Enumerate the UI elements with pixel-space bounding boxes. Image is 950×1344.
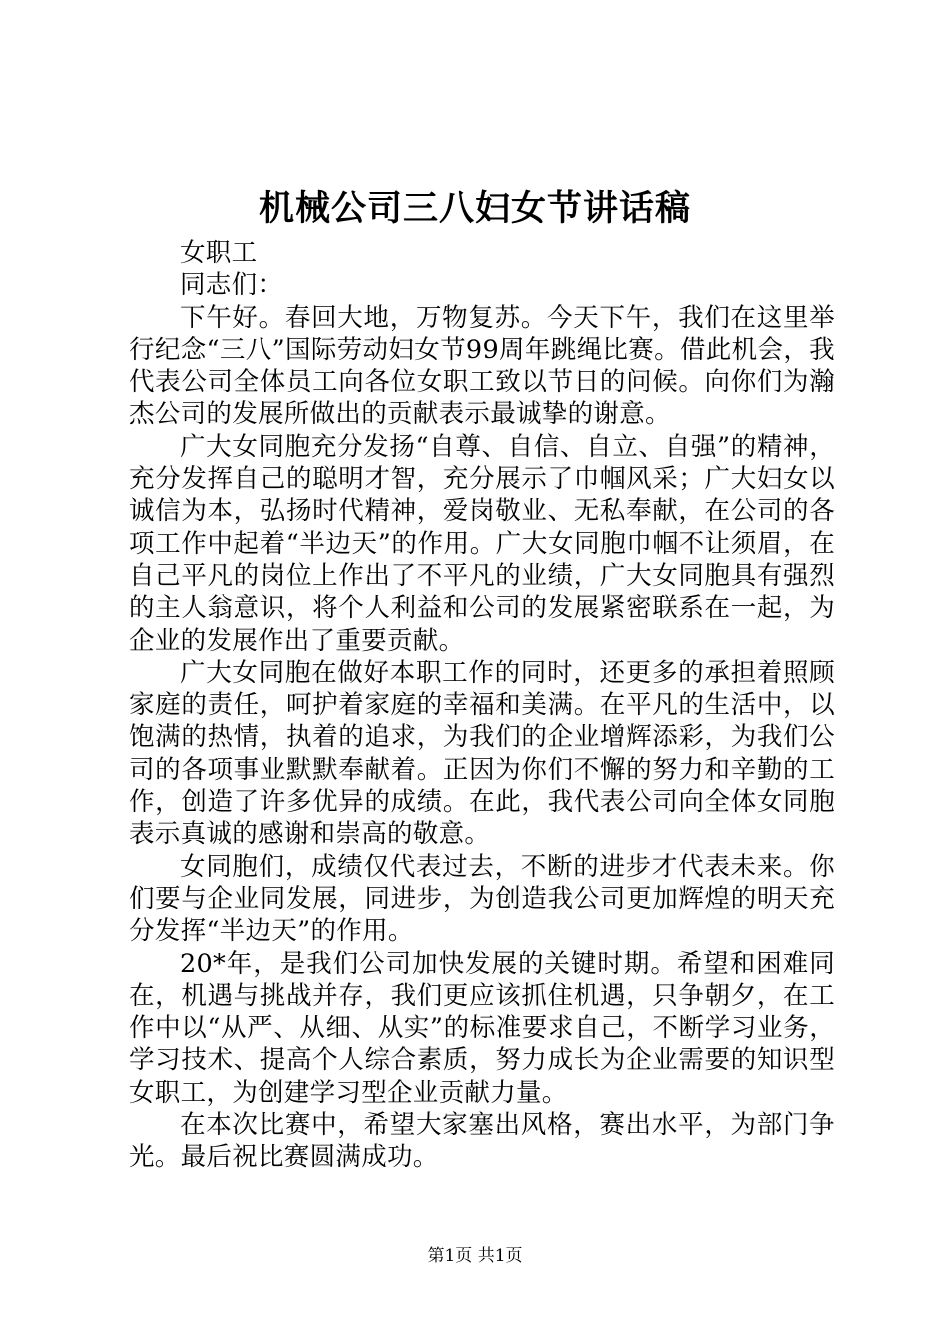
paragraph-family: 广大女同胞在做好本职工作的同时，还更多的承担着照顾家庭的责任，呵护着家庭的幸福和美满。在平凡的生活中，以饱满的热情，执着的追求，为我们的企业增辉添彩，为我们公司的各项事业默默奉献着。正因为你们不懈的努力和辛勤的工作，创造了许多优异的成绩。在此，我代表公司向全体女同胞表示真诚的感谢和崇高的敬意。: [129, 657, 835, 850]
paragraph-spirit: 广大女同胞充分发扬“自尊、自信、自立、自强”的精神，充分发挥自己的聪明才智，充分展示了巾帼风采；广大妇女以诚信为本，弘扬时代精神，爱岗敬业、无私奉献，在公司的各项工作中起着“半边天”的作用。广大女同胞巾帼不让须眉，在自己平凡的岗位上作出了不平凡的业绩，广大女同胞具有强烈的主人翁意识，将个人利益和公司的发展紧密联系在一起，为企业的发展作出了重要贡献。: [129, 431, 835, 656]
paragraph-greeting: 下午好。春回大地，万物复苏。今天下午，我们在这里举行纪念“三八”国际劳动妇女节99周年跳绳比赛。借此机会，我代表公司全体员工向各位女职工致以节日的问候。向你们为瀚杰公司的发展所做出的贡献表示最诚挚的谢意。: [129, 302, 835, 430]
salutation-comrades: 同志们：: [180, 270, 284, 301]
salutation-female-staff: 女职工: [180, 238, 258, 268]
paragraph-closing: 在本次比赛中，希望大家塞出风格，赛出水平，为部门争光。最后祝比赛圆满成功。: [129, 1110, 835, 1173]
paragraph-future: 女同胞们，成绩仅代表过去，不断的进步才代表未来。你们要与企业同发展，同进步，为创造我公司更加辉煌的明天充分发挥“半边天”的作用。: [129, 851, 835, 947]
paragraph-development: 20*年，是我们公司加快发展的关键时期。希望和困难同在，机遇与挑战并存，我们更应该抓住机遇，只争朝夕，在工作中以“从严、从细、从实”的标准要求自己，不断学习业务，学习技术、提高个人综合素质，努力成长为企业需要的知识型女职工，为创建学习型企业贡献力量。: [129, 948, 835, 1108]
page-number: 第1页 共1页: [427, 1246, 523, 1266]
document-body: [129, 237, 835, 1174]
document-title: 机械公司三八妇女节讲话稿: [258, 188, 691, 229]
